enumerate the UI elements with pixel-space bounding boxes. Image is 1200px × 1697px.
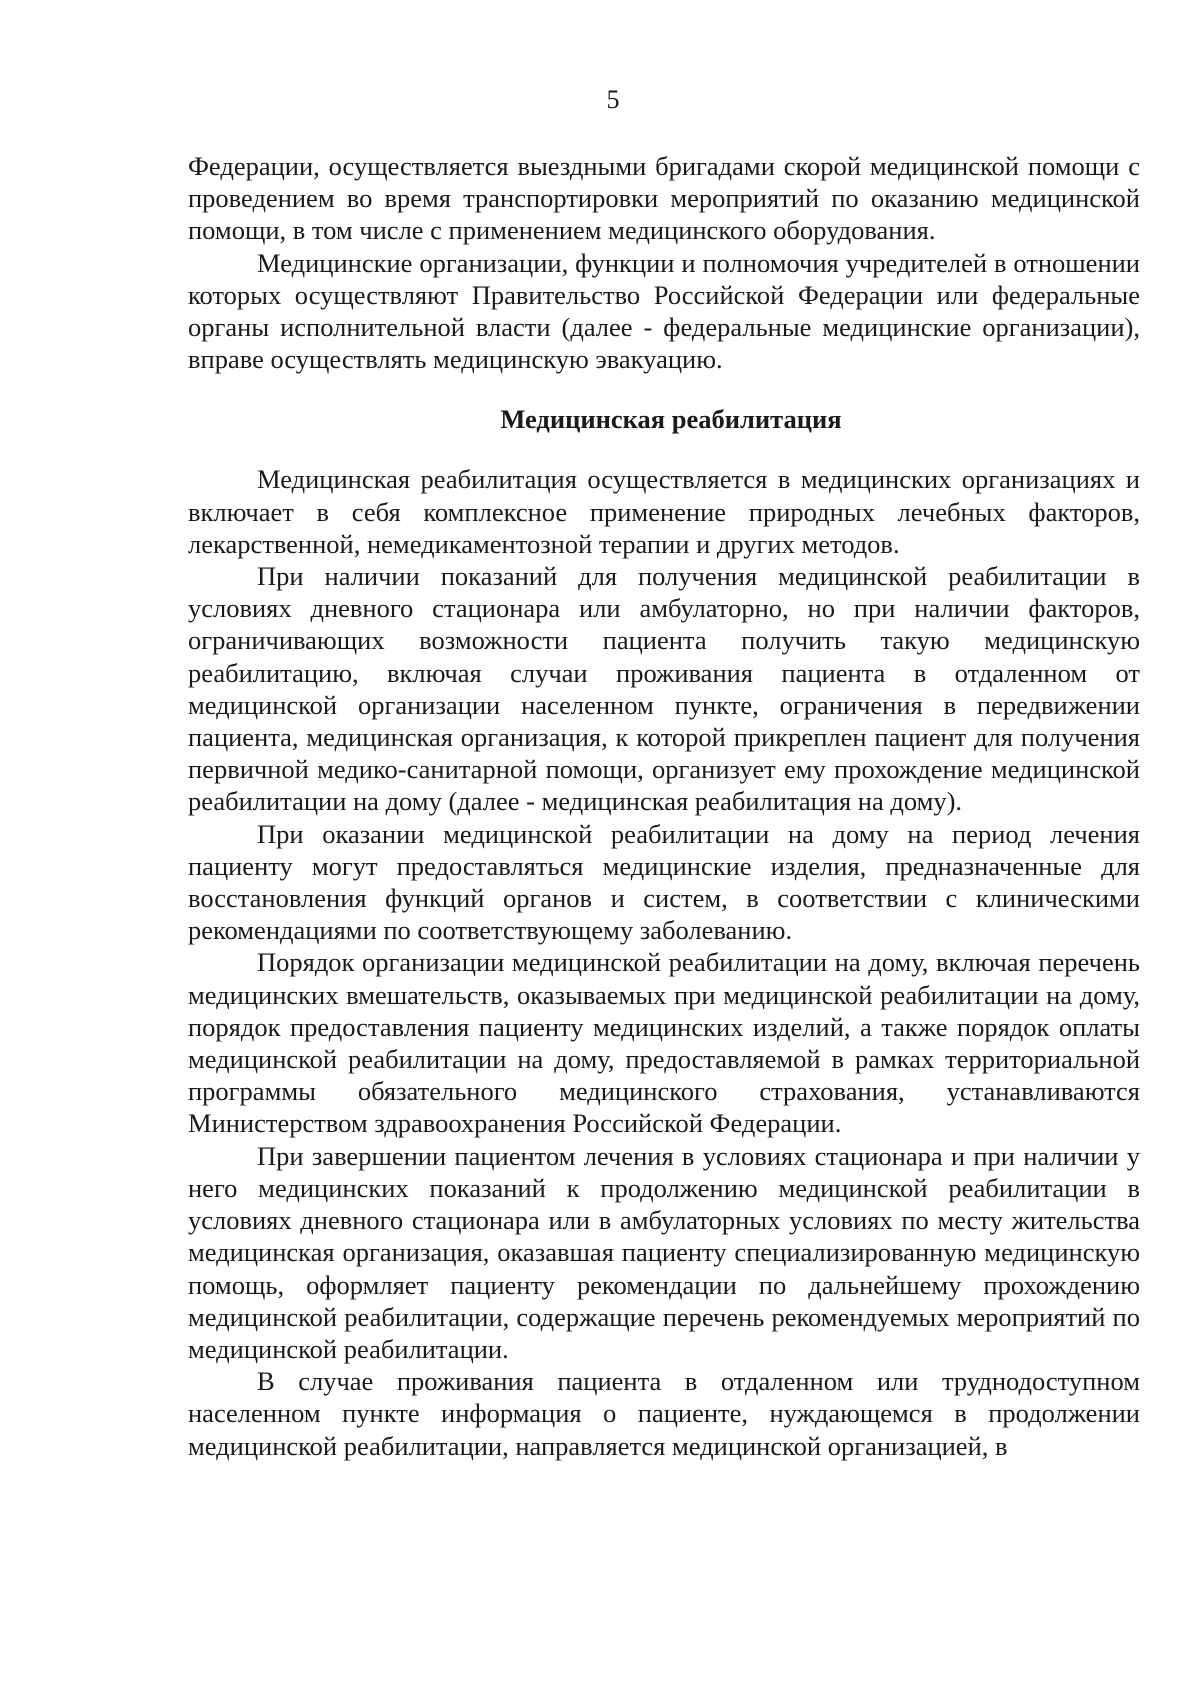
section-heading: Медицинская реабилитация — [500, 404, 842, 435]
paragraph: При наличии показаний для получения медицинской реабилитации в условиях дневного стационара или амбулаторно, но при наличии факторов, ограничивающих возможности пациента получить такую медицинскую реабилитацию, включая случаи проживания пациента в отдаленном от медицинской организации населенном пункте, ограничения в передвижении пациента, медицинская организация, к которой прикреплен пациент для получения первичной медико-санитарной помощи, организует ему прохождение медицинской реабилитации на дому (далее - медицинская реабилитация на дому). — [188, 561, 1140, 817]
document-body — [188, 150, 1140, 1462]
paragraph: При оказании медицинской реабилитации на дому на период лечения пациенту могут предоставляться медицинские изделия, предназначенные для восстановления функций органов и систем, в соответствии с клиническими рекомендациями по соответствующему заболеванию. — [188, 818, 1140, 946]
paragraph: Медицинские организации, функции и полномочия учредителей в отношении которых осуществляют Правительство Российской Федерации или федеральные органы исполнительной власти (далее - федеральные медицинские организации), вправе осуществлять медицинскую эвакуацию. — [188, 247, 1140, 375]
paragraph: Федерации, осуществляется выездными бригадами скорой медицинской помощи с проведением во время транспортировки мероприятий по оказанию медицинской помощи, в том числе с применением медицинского оборудования. — [188, 151, 1140, 246]
paragraph: Порядок организации медицинской реабилитации на дому, включая перечень медицинских вмешательств, оказываемых при медицинской реабилитации на дому, порядок предоставления пациенту медицинских изделий, а также порядок оплаты медицинской реабилитации на дому, предоставляемой в рамках территориальной программы обязательного медицинского страхования, устанавливаются Министерством здравоохранения Российской Федерации. — [188, 947, 1140, 1139]
paragraph: При завершении пациентом лечения в условиях стационара и при наличии у него медицинских показаний к продолжению медицинской реабилитации в условиях дневного стационара или в амбулаторных условиях по месту жительства медицинская организация, оказавшая пациенту специализированную медицинскую помощь, оформляет пациенту рекомендации по дальнейшему прохождению медицинской реабилитации, содержащие перечень рекомендуемых мероприятий по медицинской реабилитации. — [188, 1140, 1140, 1364]
page-number: 5 — [606, 85, 620, 114]
paragraph: В случае проживания пациента в отдаленном или труднодоступном населенном пункте информация о пациенте, нуждающемся в продолжении медицинской реабилитации, направляется медицинской организацией, в — [188, 1366, 1140, 1461]
paragraph: Медицинская реабилитация осуществляется в медицинских организациях и включает в себя комплексное применение природных лечебных факторов, лекарственной, немедикаментозной терапии и других методов. — [188, 464, 1140, 559]
